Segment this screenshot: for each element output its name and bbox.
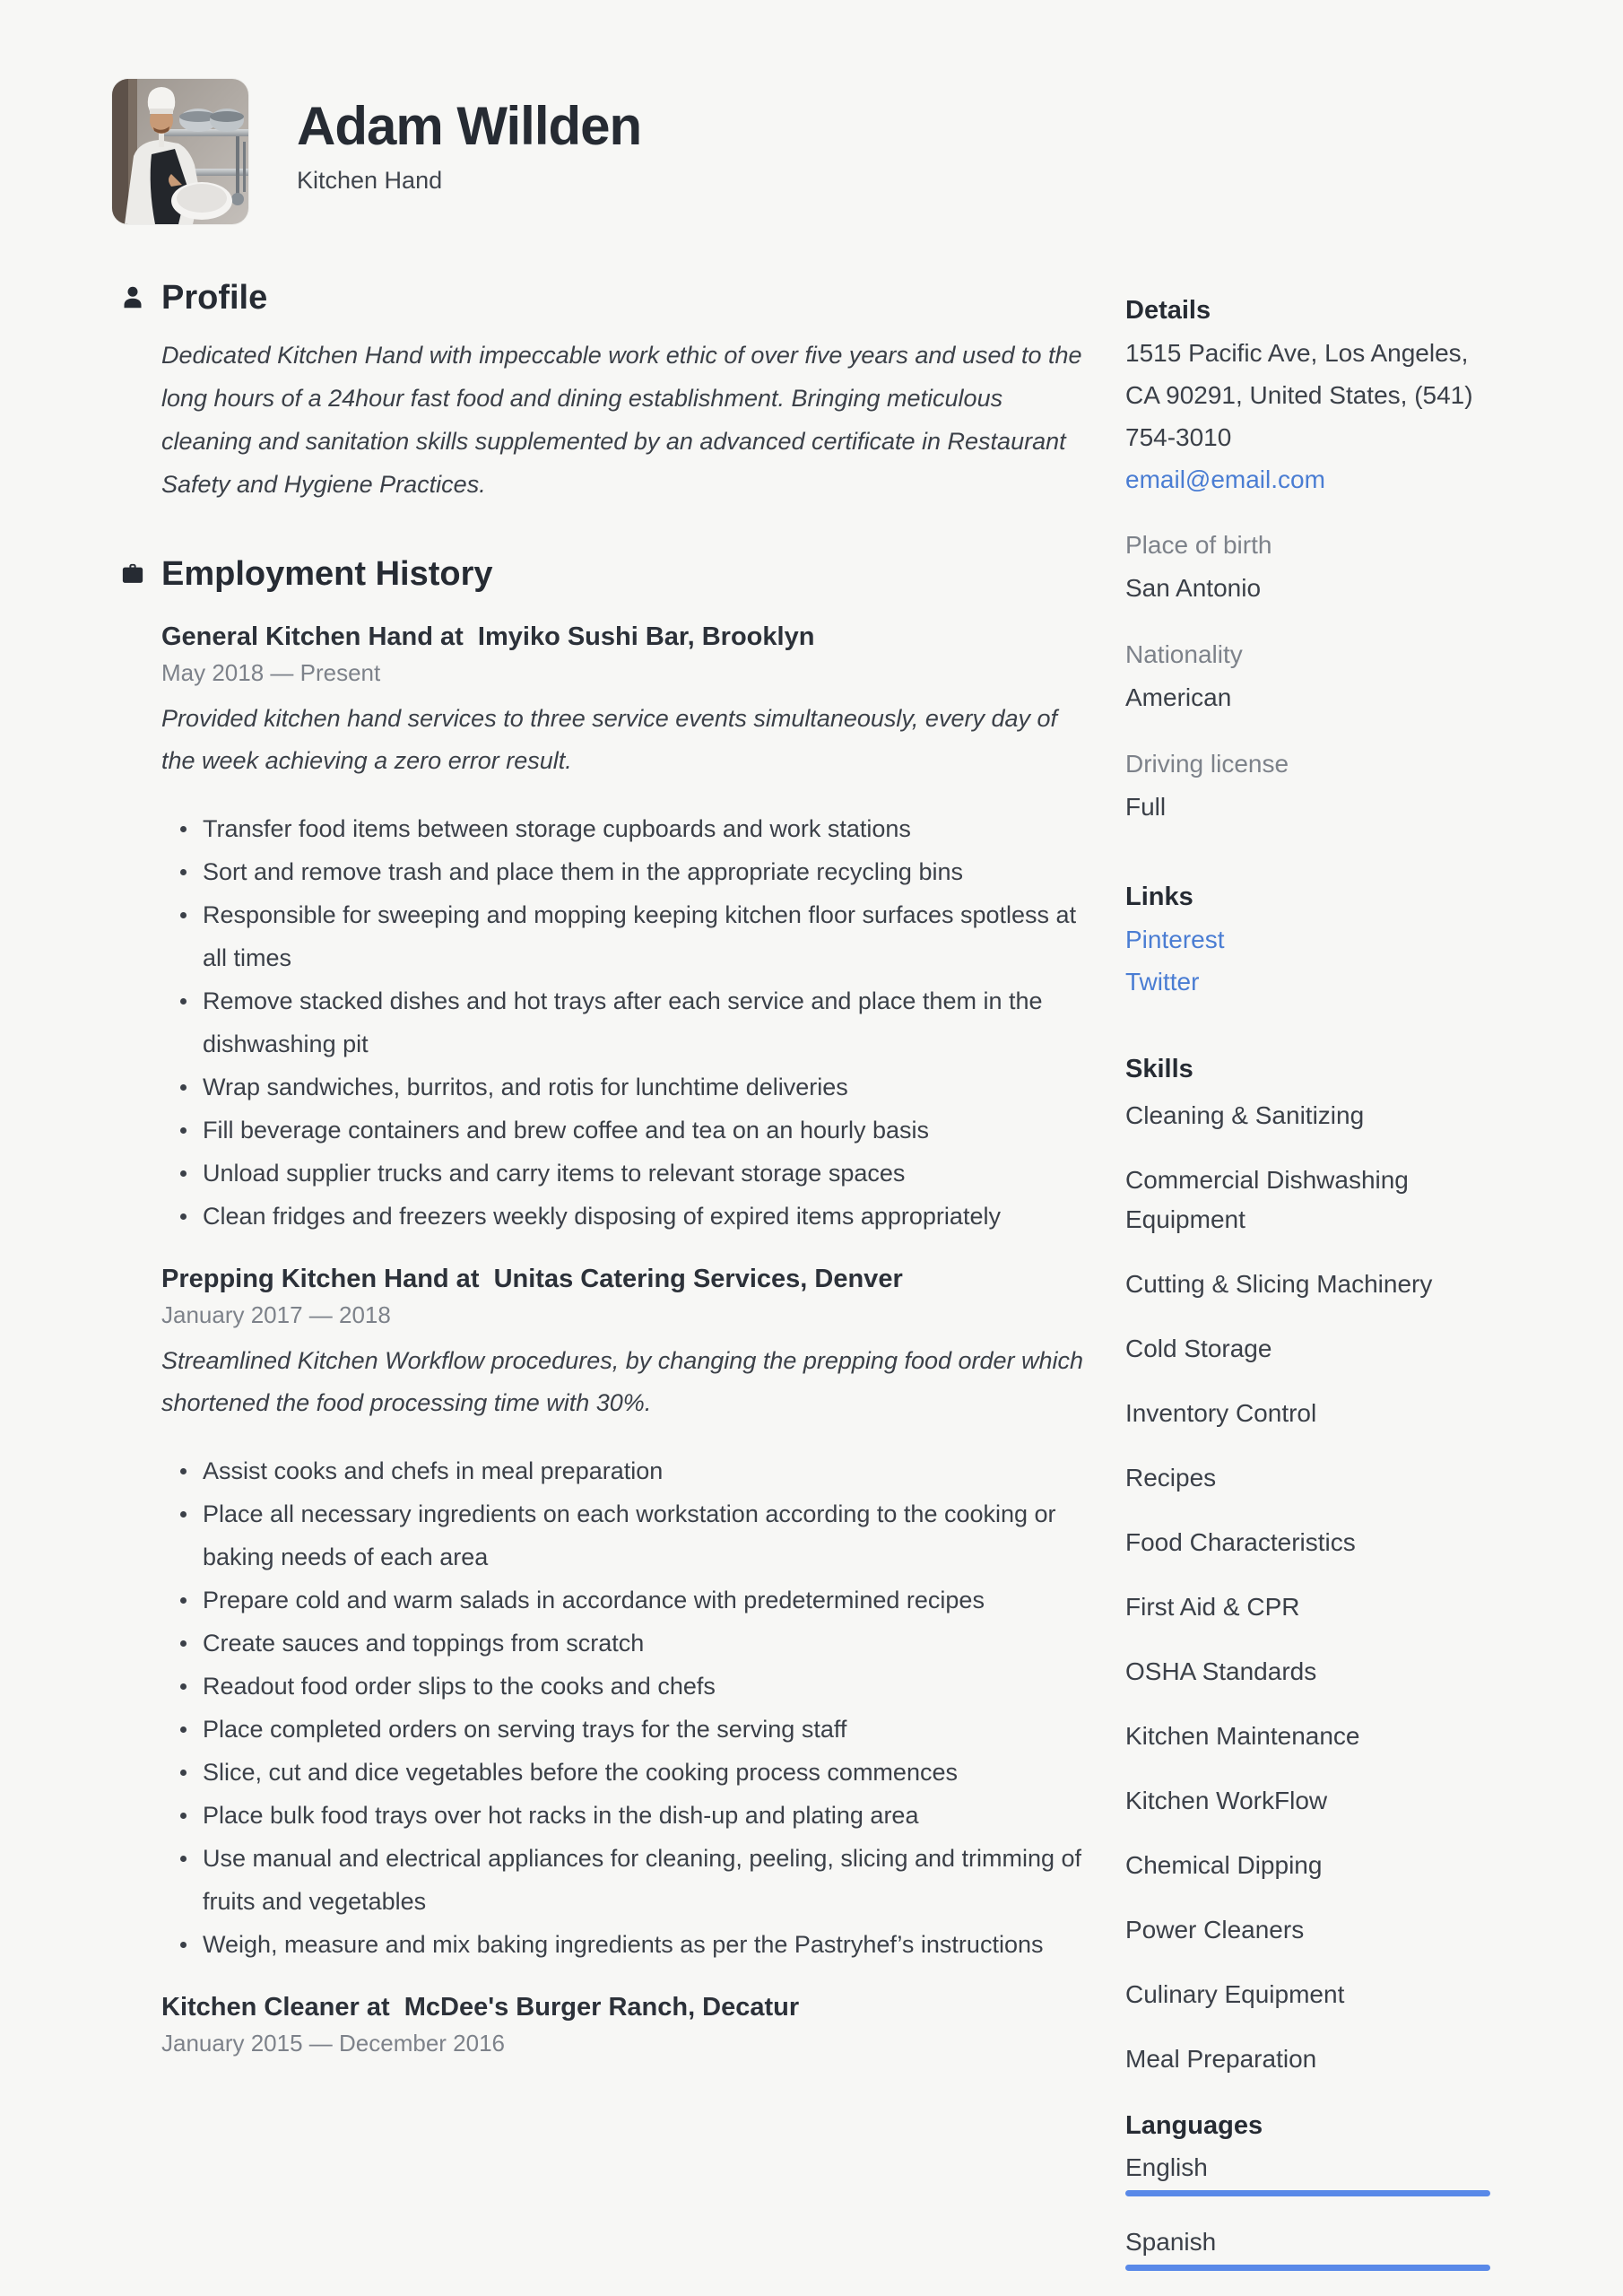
- content-columns: [161, 276, 1490, 2296]
- bullet-text: Clean fridges and freezers weekly disposing of expired items appropriately: [203, 1203, 1001, 1230]
- job-entry: [161, 619, 1094, 1238]
- bullet-item: [161, 1065, 1094, 1109]
- detail-field: [1125, 633, 1490, 719]
- bullet-text: Responsible for sweeping and mopping keeping kitchen floor surfaces spotless at all times: [203, 901, 1077, 971]
- bullet-item: [161, 1109, 1094, 1152]
- language-item: [1125, 2149, 1490, 2196]
- skills-list: [1125, 1096, 1490, 2079]
- bullet-text: Remove stacked dishes and hot trays after each service and place them in the dishwashing pit: [203, 987, 1043, 1057]
- bullet-item: [161, 893, 1094, 979]
- bullet-text: Assist cooks and chefs in meal preparation: [203, 1457, 664, 1484]
- details-section: [1125, 289, 1490, 500]
- header: [0, 0, 1623, 224]
- skills-section: [1125, 1048, 1490, 2079]
- bullet-text: Use manual and electrical appliances for cleaning, peeling, slicing and trimming of fruits and vegetables: [203, 1845, 1082, 1915]
- skill-item: Cold Storage: [1125, 1335, 1272, 1362]
- bullet-item: [161, 1708, 1094, 1751]
- language-level-track: [1125, 2190, 1490, 2196]
- job-title: General Kitchen Hand at Imyiko Sushi Bar, Brooklyn: [161, 622, 815, 651]
- bullet-item: [161, 807, 1094, 850]
- candidate-name: Adam Willden: [297, 96, 642, 156]
- field-label: Nationality: [1125, 640, 1243, 668]
- profile-text: Dedicated Kitchen Hand with impeccable work ethic of over five years and used to the long hours of a 24hour fast food and dining establishment. Bringing meticulous cleaning and sanitation skills supplemented by an advanced certificate in Restaurant Safety and Hygiene Practices.: [161, 342, 1082, 498]
- job-entry: [161, 1989, 1094, 2059]
- language-level-bar: [1125, 2265, 1490, 2271]
- skills-heading: Skills: [1125, 1055, 1193, 1083]
- job-dates: May 2018 — Present: [161, 659, 381, 686]
- external-link[interactable]: Twitter: [1125, 968, 1200, 996]
- job-title: Prepping Kitchen Hand at Unitas Catering Services, Denver: [161, 1265, 903, 1293]
- fields-section: [1125, 524, 1490, 829]
- skill-item: Culinary Equipment: [1125, 1980, 1345, 2008]
- main-column: [161, 276, 1094, 2084]
- bullet-text: Place bulk food trays over hot racks in the dish-up and plating area: [203, 1802, 919, 1829]
- address-line: 754-3010: [1125, 423, 1232, 451]
- job-dates: January 2017 — 2018: [161, 1301, 391, 1328]
- address-line: 1515 Pacific Ave, Los Angeles,: [1125, 339, 1469, 367]
- language-item: [1125, 2223, 1490, 2271]
- skill-item: Power Cleaners: [1125, 1916, 1305, 1944]
- job-summary: Streamlined Kitchen Workflow procedures, by changing the prepping food order which shortened the food processing time with 30%.: [161, 1347, 1084, 1416]
- language-level-bar: [1125, 2190, 1490, 2196]
- bullet-text: Sort and remove trash and place them in the appropriate recycling bins: [203, 858, 963, 885]
- field-value: San Antonio: [1125, 574, 1262, 602]
- languages-heading: Languages: [1125, 2111, 1263, 2140]
- header-info: [297, 79, 641, 224]
- profile-section: [161, 276, 1094, 506]
- bullet-text: Prepare cold and warm salads in accordance with predetermined recipes: [203, 1587, 985, 1613]
- field-label: Place of birth: [1125, 531, 1272, 559]
- candidate-headline: Kitchen Hand: [297, 167, 443, 194]
- bullet-item: [161, 1492, 1094, 1578]
- profile-heading-label: Profile: [161, 279, 268, 317]
- field-label: Driving license: [1125, 750, 1289, 778]
- link-item: [1125, 918, 1490, 961]
- address-line: CA 90291, United States, (541): [1125, 381, 1473, 409]
- skill-item: Recipes: [1125, 1464, 1217, 1492]
- bullet-item: [161, 1195, 1094, 1238]
- detail-field: [1125, 524, 1490, 610]
- skill-item: Kitchen Maintenance: [1125, 1722, 1360, 1750]
- job-title: Kitchen Cleaner at McDee's Burger Ranch, Decatur: [161, 1993, 800, 2022]
- bullet-text: Fill beverage containers and brew coffee and tea on an hourly basis: [203, 1117, 930, 1144]
- bullet-item: [161, 1665, 1094, 1708]
- bullet-item: [161, 1751, 1094, 1794]
- bullet-item: [161, 1449, 1094, 1492]
- bullet-item: [161, 979, 1094, 1065]
- skill-item: First Aid & CPR: [1125, 1593, 1300, 1621]
- external-link[interactable]: Pinterest: [1125, 926, 1225, 953]
- skill-item: Inventory Control: [1125, 1399, 1317, 1427]
- profile-photo-illustration: [112, 79, 248, 224]
- sidebar: [1125, 276, 1490, 2296]
- job-bullet-list: [161, 807, 1094, 1238]
- language-level-track: [1125, 2265, 1490, 2271]
- profile-heading: [161, 276, 1094, 319]
- profile-photo: [112, 79, 248, 224]
- bullet-item: [161, 1578, 1094, 1622]
- job-dates: January 2015 — December 2016: [161, 2030, 506, 2057]
- languages-list: [1125, 2149, 1490, 2271]
- link-item: [1125, 961, 1490, 1003]
- bullet-text: Place all necessary ingredients on each workstation according to the cooking or baking needs of each area: [203, 1500, 1056, 1570]
- field-value: American: [1125, 683, 1232, 711]
- bullet-text: Wrap sandwiches, burritos, and rotis for lunchtime deliveries: [203, 1074, 848, 1100]
- skill-item: Cleaning & Sanitizing: [1125, 1101, 1365, 1129]
- bullet-text: Unload supplier trucks and carry items to relevant storage spaces: [203, 1160, 906, 1187]
- detail-field: [1125, 743, 1490, 829]
- links-heading: Links: [1125, 883, 1193, 911]
- bullet-item: [161, 850, 1094, 893]
- bullet-text: Weigh, measure and mix baking ingredients as per the Pastryhef’s instructions: [203, 1931, 1044, 1958]
- employment-heading: [161, 552, 1094, 596]
- links-list: [1125, 918, 1490, 1003]
- language-name: Spanish: [1125, 2228, 1217, 2256]
- bullet-item: [161, 1794, 1094, 1837]
- bullet-item: [161, 1923, 1094, 1966]
- languages-section: [1125, 2104, 1490, 2271]
- email-link[interactable]: email@email.com: [1125, 465, 1325, 493]
- language-name: English: [1125, 2153, 1208, 2181]
- bullet-item: [161, 1152, 1094, 1195]
- job-bullet-list: [161, 1449, 1094, 1966]
- skill-item: Cutting & Slicing Machinery: [1125, 1270, 1433, 1298]
- fields-list: [1125, 524, 1490, 829]
- bullet-text: Transfer food items between storage cupboards and work stations: [203, 815, 911, 842]
- job-entry: [161, 1261, 1094, 1966]
- bullet-item: [161, 1837, 1094, 1923]
- skill-item: Kitchen WorkFlow: [1125, 1787, 1328, 1814]
- links-section: [1125, 875, 1490, 1003]
- bullet-item: [161, 1622, 1094, 1665]
- skill-item: Chemical Dipping: [1125, 1851, 1323, 1879]
- bullet-text: Create sauces and toppings from scratch: [203, 1630, 645, 1657]
- skill-item: Commercial Dishwashing Equipment: [1125, 1166, 1409, 1233]
- bullet-text: Readout food order slips to the cooks and chefs: [203, 1673, 716, 1700]
- bullet-text: Slice, cut and dice vegetables before the cooking process commences: [203, 1759, 958, 1786]
- employment-section: [161, 552, 1094, 2059]
- address-lines: [1125, 332, 1490, 458]
- skill-item: OSHA Standards: [1125, 1657, 1317, 1685]
- field-value: Full: [1125, 793, 1167, 821]
- skill-item: Food Characteristics: [1125, 1528, 1356, 1556]
- skill-item: Meal Preparation: [1125, 2045, 1317, 2073]
- bullet-text: Place completed orders on serving trays for the serving staff: [203, 1716, 847, 1743]
- employment-heading-label: Employment History: [161, 555, 493, 593]
- person-icon: [119, 284, 146, 311]
- job-summary: Provided kitchen hand services to three service events simultaneously, every day of the week achieving a zero error result.: [161, 705, 1057, 774]
- briefcase-icon: [119, 561, 146, 587]
- details-heading: Details: [1125, 296, 1211, 325]
